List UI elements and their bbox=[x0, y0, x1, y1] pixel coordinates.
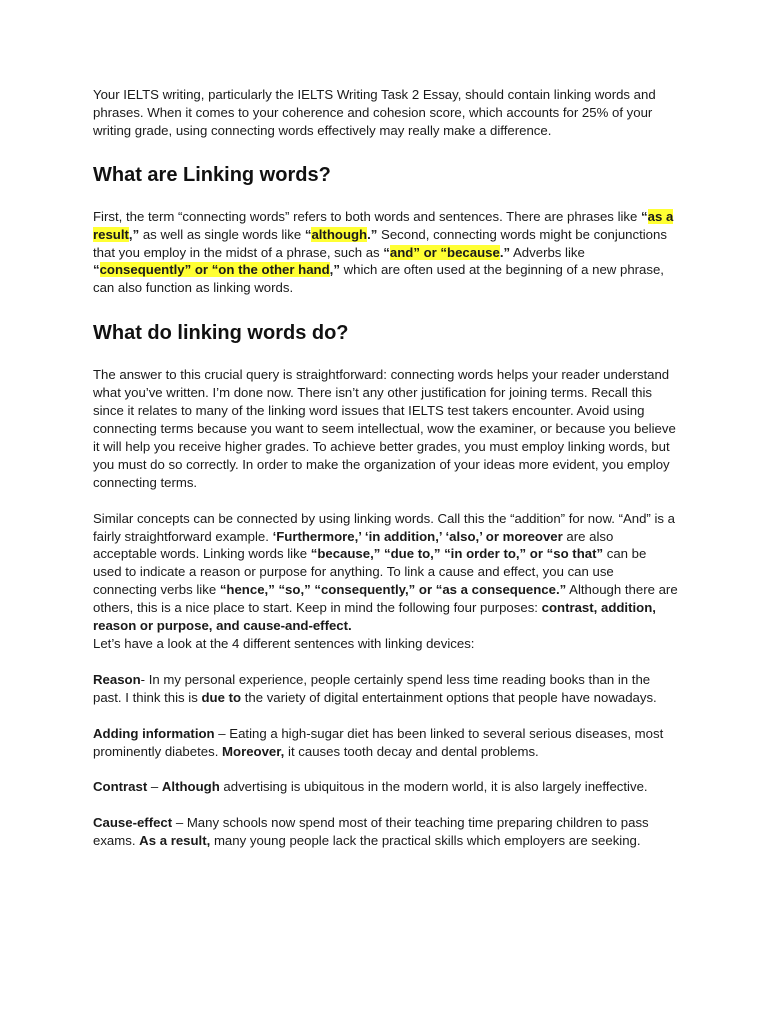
text-run: are also acceptable words. Linking words like bbox=[93, 528, 614, 562]
highlight-although: although bbox=[311, 226, 368, 242]
bold-reason-words: “because,” “due to,” “in order to,” or “so that” bbox=[310, 546, 604, 562]
text-run: – Eating a high-sugar diet has been linked to several serious diseases, most prominently diabetes. bbox=[93, 725, 664, 759]
text-run: Similar concepts can be connected by using linking words. Call this the “addition” for now. “And” is a fairly straightforward example. bbox=[93, 510, 676, 544]
example-reason bbox=[93, 671, 678, 707]
quote-mark: ,” bbox=[329, 262, 340, 278]
quote-mark: “ bbox=[304, 226, 312, 242]
example-label: Adding information bbox=[93, 725, 215, 741]
example-linking-word: Although bbox=[161, 779, 220, 795]
example-label: Cause-effect bbox=[93, 815, 173, 831]
example-label: Reason bbox=[93, 671, 141, 687]
linking-words-categories-paragraph bbox=[93, 510, 678, 653]
quote-mark: .” bbox=[367, 226, 378, 242]
highlight-as-a-result: as a result bbox=[93, 208, 674, 242]
linking-words-purpose-paragraph: The answer to this crucial query is straightforward: connecting words helps your reader understand what you’ve written. I’m done now. There isn’t any other justification for joining terms. Recall this since it relates to many of the linking word issues that IELTS test takers encounter. Avoid using connecting terms because you want to seem intellectual, wow the examiner, or because you believe it will help you receive higher grades. To achieve better grades, you must employ linking words, but you must do so correctly. In order to make the organization of your ideas more evident, you employ connecting terms. bbox=[93, 367, 676, 490]
text-run: First, the term “connecting words” refers to both words and sentences. There are phrases like bbox=[93, 208, 642, 224]
example-linking-word: due to bbox=[201, 689, 242, 705]
text-run: can be used to indicate a reason or purpose for anything. To link a cause and effect, you can use connecting verbs like bbox=[93, 546, 647, 598]
text-run: Although there are others, this is a nice place to start. Keep in mind the following four purposes: bbox=[93, 582, 678, 616]
heading-what-are-linking-words: What are Linking words? bbox=[93, 163, 331, 186]
text-run: Adverbs like bbox=[510, 244, 585, 260]
quote-mark: “ bbox=[93, 262, 100, 278]
intro-paragraph: Your IELTS writing, particularly the IELTS Writing Task 2 Essay, should contain linking words and phrases. When it comes to your coherence and cohesion score, which accounts for 25% of your writing grade, using connecting words effectively may really make a difference. bbox=[93, 87, 656, 138]
text-run: many young people lack the practical skills which employers are seeking. bbox=[210, 833, 641, 849]
document-page bbox=[93, 86, 678, 850]
highlight-consequently-on-the-other-hand: consequently” or “on the other hand bbox=[99, 262, 330, 278]
text-run: advertising is ubiquitous in the modern world, it is also largely ineffective. bbox=[219, 779, 648, 795]
linking-words-definition-paragraph bbox=[93, 208, 678, 298]
text-run: as well as single words like bbox=[139, 226, 305, 242]
example-linking-word: As a result, bbox=[139, 833, 211, 849]
text-run: which are often used at the beginning of a new phrase, can also function as linking words. bbox=[93, 262, 664, 296]
bold-cause-effect-words: “hence,” “so,” “consequently,” or “as a consequence.” bbox=[219, 582, 567, 598]
heading-what-do-linking-words-do: What do linking words do? bbox=[93, 322, 349, 345]
text-run: Second, connecting words might be conjunctions that you employ in the midst of a phrase, such as bbox=[93, 226, 667, 260]
quote-mark: “ bbox=[641, 208, 648, 224]
quote-mark: “ bbox=[383, 244, 390, 260]
highlight-and-or-because: and” or “because bbox=[389, 244, 500, 260]
text-run: it causes tooth decay and dental problems. bbox=[284, 743, 539, 759]
quote-mark: .” bbox=[499, 244, 511, 260]
bold-addition-words: ‘Furthermore,’ ‘in addition,’ ‘also,’ or moreover bbox=[272, 528, 563, 544]
example-adding-information bbox=[93, 725, 678, 761]
text-run: – bbox=[147, 779, 162, 795]
bold-four-purposes: contrast, addition, reason or purpose, and cause-and-effect. bbox=[93, 600, 656, 634]
example-contrast bbox=[93, 778, 678, 796]
example-label: Contrast bbox=[93, 779, 148, 795]
quote-mark: ,” bbox=[128, 226, 140, 242]
text-run: - In my personal experience, people certainly spend less time reading books than in the past. I think this is bbox=[93, 671, 651, 705]
text-run: the variety of digital entertainment options that people have nowadays. bbox=[241, 689, 657, 705]
example-linking-word: Moreover, bbox=[222, 743, 285, 759]
text-run: – Many schools now spend most of their teaching time preparing children to pass exams. bbox=[93, 815, 649, 849]
example-cause-effect bbox=[93, 814, 678, 850]
text-run: Let’s have a look at the 4 different sentences with linking devices: bbox=[93, 635, 475, 651]
